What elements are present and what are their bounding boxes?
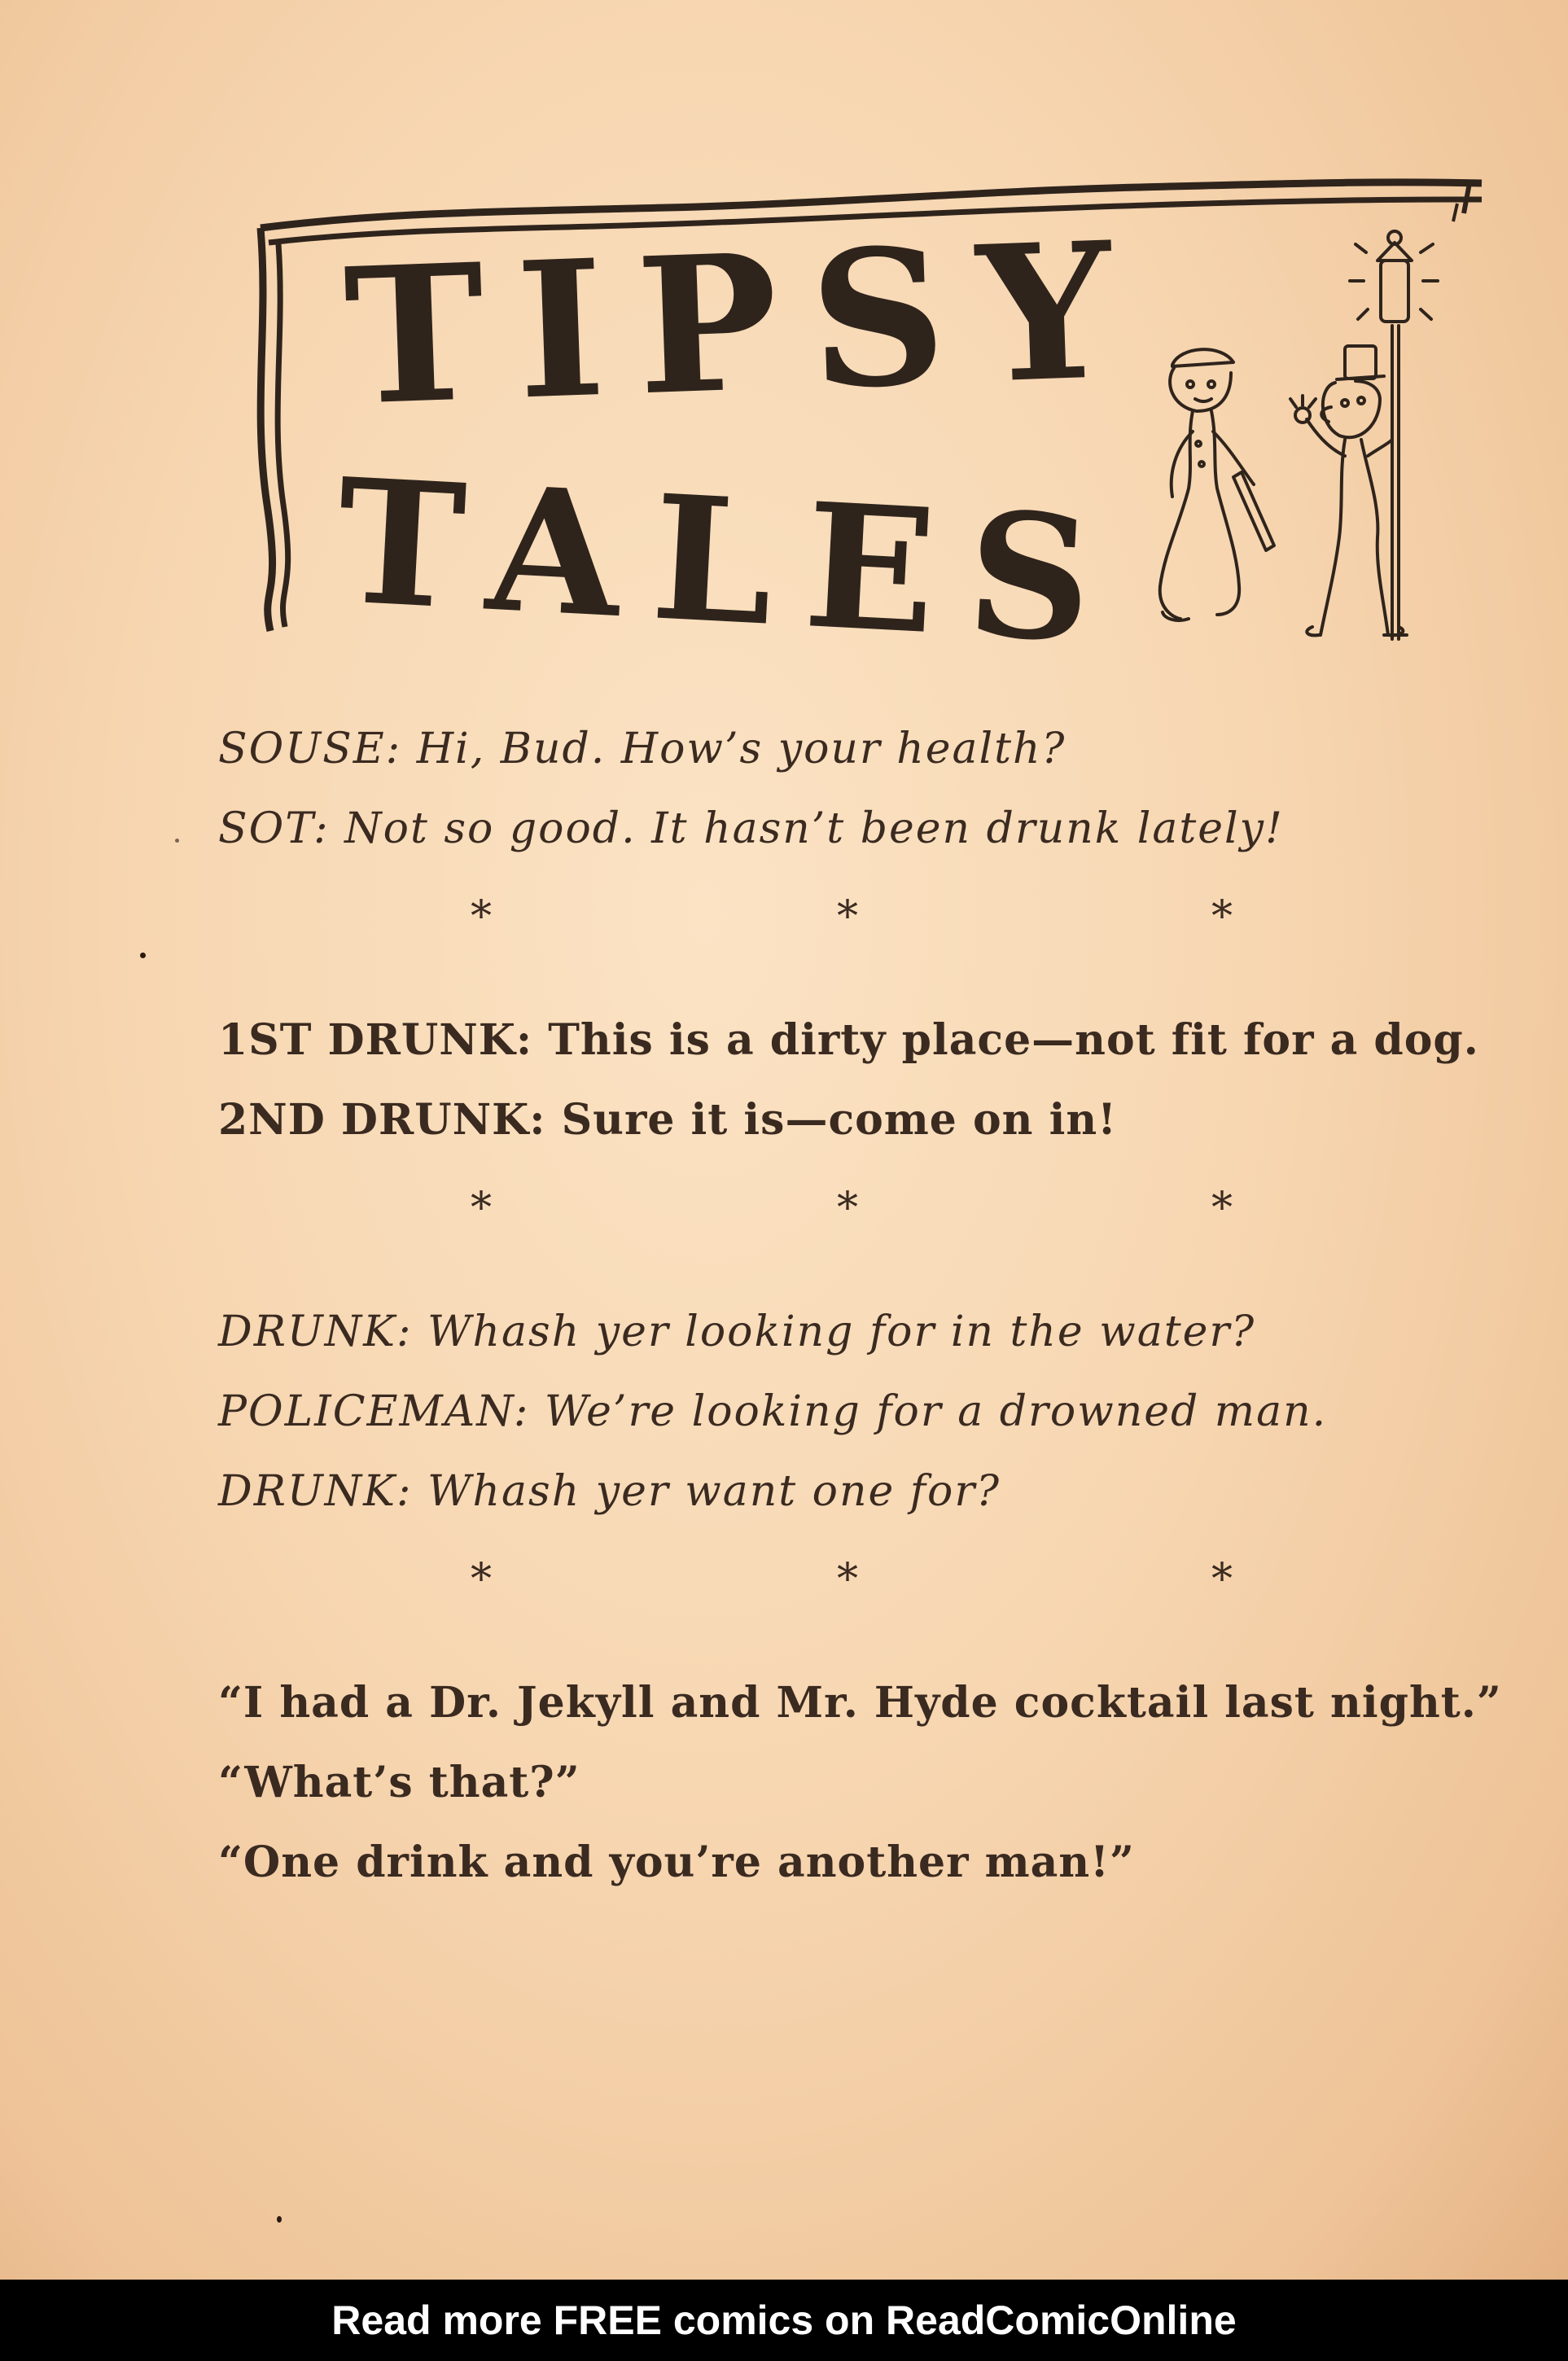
joke-line: SOUSE: Hi, Bud. How’s your health? xyxy=(218,725,1067,773)
joke-line: POLICEMAN: We’re looking for a drowned man. xyxy=(218,1387,1328,1436)
joke-line: “I had a Dr. Jekyll and Mr. Hyde cocktail last night.” xyxy=(218,1678,1502,1728)
title-tales: TALES xyxy=(332,440,1129,683)
joke-line: “One drink and you’re another man!” xyxy=(218,1838,1135,1887)
joke-line: “What’s that?” xyxy=(218,1758,580,1807)
separator-star: * xyxy=(1211,1184,1233,1233)
separator-star: * xyxy=(471,1555,492,1604)
joke-line: 1ST DRUNK: This is a dirty place—not fit for a dog. xyxy=(218,1015,1479,1065)
joke-line: DRUNK: Whash yer looking for in the water? xyxy=(218,1308,1256,1356)
joke-souse xyxy=(218,716,1504,861)
separator xyxy=(218,1524,1504,1671)
read-more-banner[interactable]: Read more FREE comics on ReadComicOnline xyxy=(0,2280,1568,2361)
jokes-section xyxy=(218,716,1504,1895)
paper-speck xyxy=(175,839,179,843)
separator xyxy=(218,1153,1504,1299)
joke-jekyll-hyde xyxy=(218,1671,1504,1895)
separator-star: * xyxy=(837,1555,858,1604)
joke-drowned-man xyxy=(218,1299,1504,1524)
paper-speck xyxy=(140,953,146,958)
title-tipsy: TIPSY xyxy=(341,199,1149,448)
joke-line: DRUNK: Whash yer want one for? xyxy=(218,1467,1001,1516)
two-drunks-at-lamppost-icon xyxy=(1160,231,1438,639)
separator-star: * xyxy=(837,892,858,941)
joke-dirty-place xyxy=(218,1008,1504,1153)
separator-star: * xyxy=(1211,892,1233,941)
separator-star: * xyxy=(1211,1555,1233,1604)
joke-line: SOT: Not so good. It hasn’t been drunk lately! xyxy=(218,804,1284,853)
separator-star: * xyxy=(471,892,492,941)
separator-star: * xyxy=(837,1184,858,1233)
joke-line: 2ND DRUNK: Sure it is—come on in! xyxy=(218,1095,1117,1145)
paper-speck xyxy=(277,2216,282,2223)
separator-star: * xyxy=(471,1184,492,1233)
separator xyxy=(218,861,1504,1008)
